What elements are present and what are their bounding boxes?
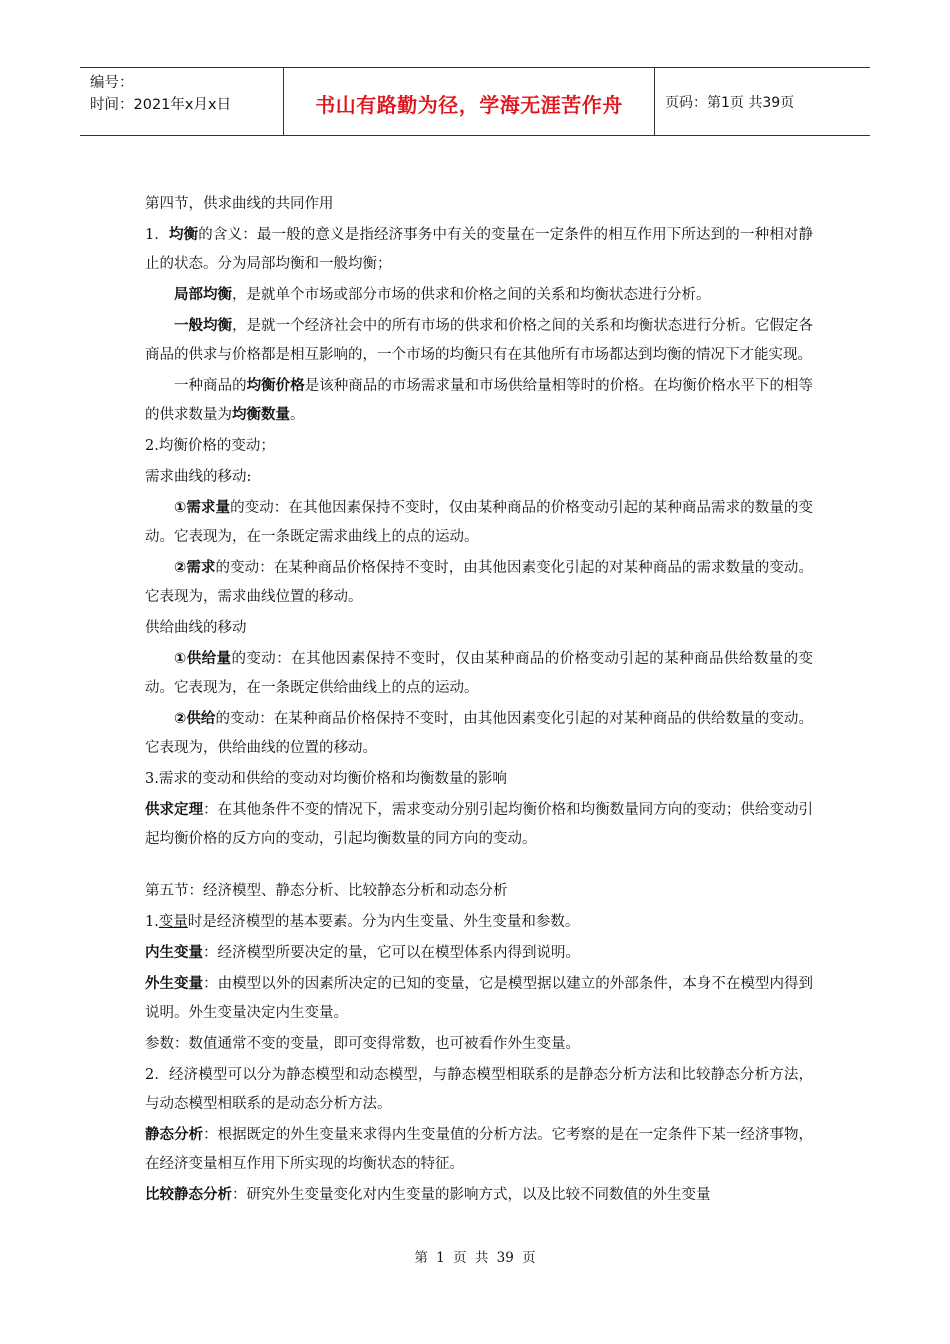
- paragraph: [145, 970, 813, 1028]
- paragraph: [145, 939, 813, 968]
- key-term: 外生变量: [145, 976, 204, 992]
- paragraph-text: 的变动：在其他因素保持不变时，仅由某种商品的价格变动引起的某种商品供给数量的变动。它表现为，在一条既定供给曲线上的点的运动。: [145, 651, 813, 696]
- key-term: 均衡价格: [246, 378, 305, 394]
- paragraph: [145, 281, 813, 310]
- paragraph: [145, 908, 813, 937]
- key-term: ②供给: [174, 711, 216, 727]
- paragraph-text: 的变动：在其他因素保持不变时，仅由某种商品的价格变动引起的某种商品需求的数量的变动。它表现为，在一条既定需求曲线上的点的运动。: [145, 500, 813, 545]
- page-footer: 第 1 页 共 39 页: [414, 1250, 536, 1266]
- list-number: 1.: [145, 914, 159, 930]
- header-motto: 书山有路勤为径，学海无涯苦作舟: [283, 68, 655, 135]
- key-term: 一般均衡: [174, 318, 233, 334]
- paragraph-text: ，是就单个市场或部分市场的供求和价格之间的关系和均衡状态进行分析。: [232, 287, 711, 303]
- key-term: 比较静态分析: [145, 1187, 232, 1203]
- paragraph-text: 的含义：最一般的意义是指经济事务中有关的变量在一定条件的相互作用下所达到的一种相对静止的状态。分为局部均衡和一般均衡；: [145, 227, 814, 272]
- paragraph-text: ：经济模型所要决定的量，它可以在模型体系内得到说明。: [203, 945, 580, 961]
- header-page-label: 页码：第1页 共39页: [665, 94, 795, 111]
- paragraph-text: 。: [290, 407, 305, 423]
- paragraph: [145, 1181, 813, 1210]
- key-term: ②需求: [174, 560, 216, 576]
- list-number: 1．: [145, 227, 170, 243]
- paragraph-text: 时是经济模型的基本要素。分为内生变量、外生变量和参数。: [187, 914, 580, 930]
- paragraph-text: ：在其他条件不变的情况下，需求变动分别引起均衡价格和均衡数量同方向的变动；供给变动引起均衡价格的反方向的变动，引起均衡数量的同方向的变动。: [145, 802, 814, 847]
- paragraph-text: ，是就一个经济社会中的所有市场的供求和价格之间的关系和均衡状态进行分析。它假定各商品的供求与价格都是相互影响的，一个市场的均衡只有在其他所有市场都达到均衡的情况下才能实现。: [145, 318, 813, 363]
- paragraph: [145, 645, 813, 703]
- document-number-label: 编号：: [90, 75, 134, 91]
- key-term: ①需求量: [174, 500, 231, 516]
- key-term: 静态分析: [145, 1127, 204, 1143]
- paragraph: 供给曲线的移动: [145, 620, 247, 636]
- page-header: [80, 67, 870, 136]
- key-term: 均衡数量: [232, 407, 290, 423]
- header-meta: [80, 68, 283, 135]
- document-date-label: 时间：2021年x月x日: [90, 97, 232, 113]
- paragraph-text: ：研究外生变量变化对内生变量的影响方式，以及比较不同数值的外生变量: [232, 1187, 711, 1203]
- paragraph: [145, 312, 813, 370]
- paragraph: 需求曲线的移动:: [145, 469, 252, 485]
- key-term: 供求定理: [145, 802, 204, 818]
- paragraph: [145, 1121, 813, 1179]
- section-title: 第四节，供求曲线的共同作用: [145, 196, 334, 212]
- paragraph: 3.需求的变动和供给的变动对均衡价格和均衡数量的影响: [145, 771, 507, 787]
- document-body: [145, 190, 813, 1212]
- key-term: ①供给量: [174, 651, 232, 667]
- paragraph-text: ：根据既定的外生变量来求得内生变量值的分析方法。它考察的是在一定条件下某一经济事物，在经济变量相互作用下所实现的均衡状态的特征。: [145, 1127, 814, 1172]
- paragraph: 参数：数值通常不变的变量，即可变得常数，也可被看作外生变量。: [145, 1036, 580, 1052]
- key-term: 变量: [158, 914, 188, 930]
- key-term: 内生变量: [145, 945, 203, 961]
- paragraph: [145, 796, 813, 854]
- paragraph: 2．经济模型可以分为静态模型和动态模型，与静态模型相联系的是静态分析方法和比较静态分析方法，与动态模型相联系的是动态分析方法。: [145, 1067, 813, 1112]
- paragraph-text: ：由模型以外的因素所决定的已知的变量，它是模型据以建立的外部条件，本身不在模型内得到说明。外生变量决定内生变量。: [145, 976, 814, 1021]
- paragraph: [145, 372, 813, 430]
- paragraph: [145, 494, 813, 552]
- paragraph: [145, 221, 813, 279]
- paragraph: 2.均衡价格的变动；: [145, 438, 275, 454]
- key-term: 均衡: [169, 227, 199, 243]
- paragraph: [145, 554, 813, 612]
- key-term: 局部均衡: [174, 287, 232, 303]
- paragraph-text: 的变动：在某种商品价格保持不变时，由其他因素变化引起的对某种商品的需求数量的变动。它表现为，需求曲线位置的移动。: [145, 560, 814, 605]
- paragraph-text: 的变动：在某种商品价格保持不变时，由其他因素变化引起的对某种商品的供给数量的变动。它表现为，供给曲线的位置的移动。: [145, 711, 814, 756]
- paragraph-text: 是该种商品的市场需求量和市场供给量相等时的价格。在均衡价格水平下的相等的供求数量为: [145, 378, 814, 423]
- section-title: 第五节：经济模型、静态分析、比较静态分析和动态分析: [145, 883, 508, 899]
- paragraph: [145, 705, 813, 763]
- paragraph-text: 一种商品的: [174, 378, 247, 394]
